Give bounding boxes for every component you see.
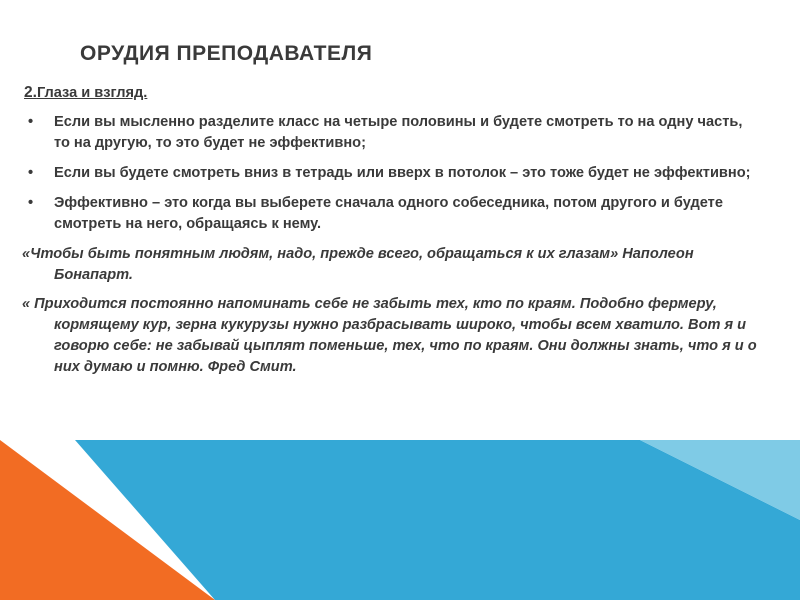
slide-content <box>22 82 762 386</box>
quote-fred-smith: « Приходится постоянно напоминать себе не забыть тех, кто по краям. Подобно фермеру, кормящему кур, зерна кукурузы нужно разбрасывать широко, чтобы всем хватило. Вот я и говорю себе: не забывай цыплят поменьше, тех, что по краям. Они должны знать, что я и о них думаю и помню. Фред Смит. <box>22 296 757 375</box>
bullet-icon: • <box>28 195 34 211</box>
list-item <box>22 163 762 184</box>
subheading <box>24 82 762 104</box>
bullet-icon: • <box>28 165 34 181</box>
quote-napoleon: «Чтобы быть понятным людям, надо, прежде всего, обращаться к их глазам» Наполеон Бонапарт. <box>22 246 694 283</box>
bullet-text: Если вы мысленно разделите класс на четыре половины и будете смотреть то на одну часть, то на другую, то это будет не эффективно; <box>54 114 743 151</box>
subheading-number: 2. <box>24 84 37 101</box>
list-item <box>22 193 762 235</box>
subheading-text: Глаза и взгляд. <box>36 85 148 101</box>
bullet-list <box>22 112 762 235</box>
slide-title: ОРУДИЯ ПРЕПОДАВАТЕЛЯ <box>80 42 373 65</box>
bullet-text: Эффективно – это когда вы выберете сначала одного собеседника, потом другого и будете смотреть на него, обращаясь к нему. <box>54 195 723 232</box>
bullet-icon: • <box>28 114 34 130</box>
list-item <box>22 112 762 154</box>
bullet-text: Если вы будете смотреть вниз в тетрадь или вверх в потолок – это тоже будет не эффективно; <box>54 165 751 181</box>
